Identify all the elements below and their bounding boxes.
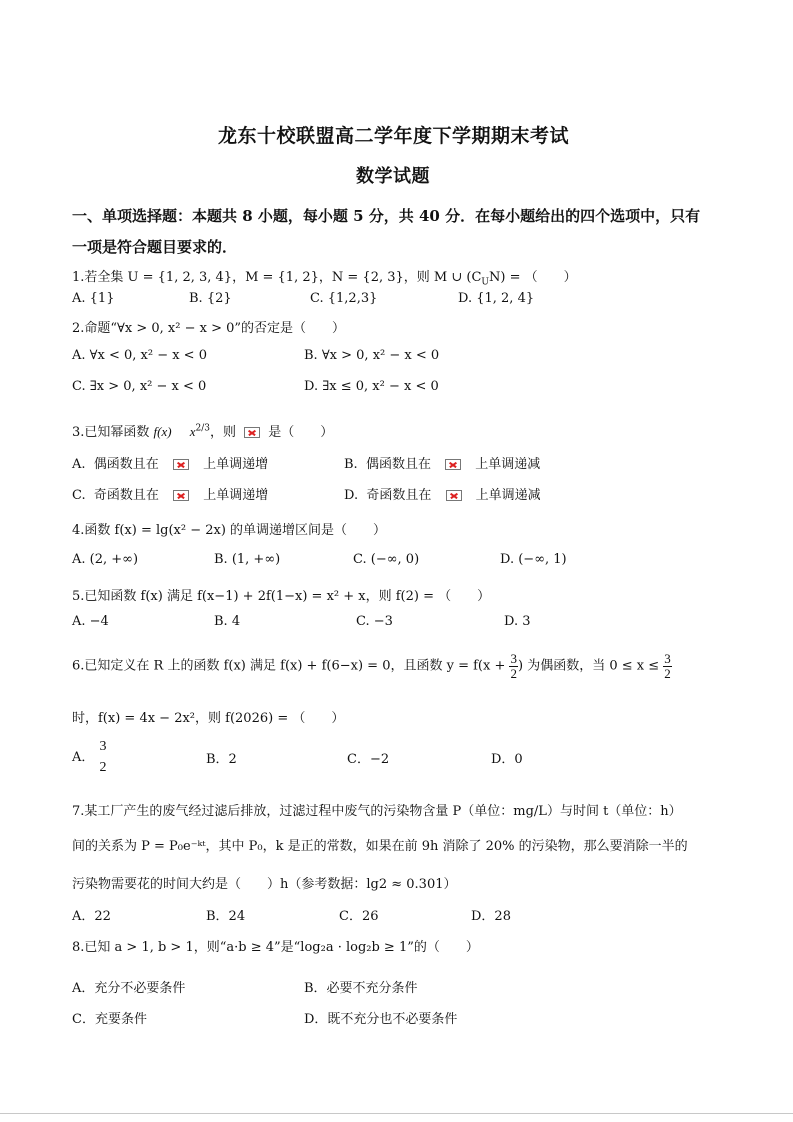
question-5: 5.已知函数 f(x) 满足 f(x−1) + 2f(1−x) = x² + x，则 f(2) = （ ）: [72, 589, 491, 604]
broken-image-icon: [446, 490, 462, 501]
q1-tail: N) = （ ）: [488, 270, 577, 285]
q3-mid: ，则: [210, 425, 237, 440]
q1-sub: U: [481, 277, 489, 288]
q6-a-den: 2: [99, 759, 107, 775]
q7-option-d: D．28: [471, 909, 511, 924]
q3-a-post: 上单调递增: [203, 457, 269, 472]
q6-option-a: [72, 740, 108, 775]
q7-option-a: A．22: [72, 909, 111, 924]
q3-b-label: B.: [344, 457, 358, 472]
q3-b-post: 上单调递减: [475, 457, 541, 472]
q1-option-b: B. {2}: [189, 291, 232, 306]
q4-option-a: A. (2, +∞): [72, 552, 139, 567]
q3-c-pre: 奇函数且在: [93, 488, 159, 503]
q5-option-a: A. −4: [72, 614, 109, 629]
q2-option-b: B. ∀x > 0, x² − x < 0: [304, 348, 440, 363]
q6-a-num: 3: [99, 739, 107, 754]
q2-option-d: D. ∃x ≤ 0, x² − x < 0: [304, 379, 439, 394]
q7-option-c: C．26: [339, 909, 379, 924]
question-4: 4.函数 f(x) = lg(x² − 2x) 的单调递增区间是（ ）: [72, 523, 387, 538]
page-bottom-rule: [0, 1113, 793, 1114]
q8-option-c: C．充要条件: [72, 1012, 147, 1027]
q3-d-pre: 奇函数且在: [366, 488, 432, 503]
q1-option-d: D. {1, 2, 4}: [458, 291, 535, 306]
broken-image-icon: [173, 459, 189, 470]
question-1: [72, 266, 577, 288]
q6-frac2-den: 2: [664, 665, 671, 681]
q4-option-b: B. (1, +∞): [214, 552, 281, 567]
q6-option-d: D．0: [491, 752, 523, 767]
q3-func: f(x): [153, 424, 172, 439]
q3-option-a: [72, 453, 268, 472]
question-6-line2: 时，f(x) = 4x − 2x²，则 f(2026) = （ ）: [72, 711, 345, 726]
q8-option-b: B．必要不充分条件: [304, 981, 418, 996]
q4-option-d: D. (−∞, 1): [500, 552, 567, 567]
q3-option-b: [344, 453, 540, 472]
section-heading: 一、单项选择题：本题共 8 小题，每小题 5 分，共 40 分．在每小题给出的四个选项中，只有: [72, 207, 701, 225]
q1-text: 1.若全集 U = {1, 2, 3, 4}，M = {1, 2}，N = {2, 3}，则 M ∪ (C: [72, 270, 482, 285]
q6-option-c: C．−2: [347, 752, 390, 767]
q6-option-b: B．2: [206, 752, 237, 767]
q6-arg: (x +: [477, 658, 510, 674]
q6-line1: 6.已知定义在 R 上的函数 f(x) 满足 f(x) + f(6−x) = 0，且函数 y = f: [72, 658, 478, 674]
q8-option-d: D．既不充分也不必要条件: [304, 1012, 458, 1027]
question-7-line2: 间的关系为 P = P₀e⁻ᵏᵗ，其中 P₀，k 是正的常数，如果在前 9h 消除了 20% 的污染物，那么要消除一半的: [72, 839, 688, 854]
q1-option-c: C. {1,2,3}: [310, 291, 378, 306]
q3-sup: 2/3: [195, 423, 210, 434]
question-3: [72, 421, 333, 440]
q6-a-fraction: [99, 740, 108, 775]
q3-prefix: 3.已知幂函数: [72, 425, 150, 440]
q7-option-b: B．24: [206, 909, 246, 924]
broken-image-icon: [445, 459, 461, 470]
question-8: 8.已知 a > 1, b > 1，则“a·b ≥ 4”是“log₂a · log₂b ≥ 1”的（ ）: [72, 940, 479, 955]
q3-option-d: [344, 484, 541, 503]
q3-b-pre: 偶函数且在: [365, 457, 431, 472]
q5-option-b: B. 4: [214, 614, 241, 629]
q3-c-label: C.: [72, 488, 86, 503]
q2-option-c: C. ∃x > 0, x² − x < 0: [72, 379, 207, 394]
q3-a-label: A.: [72, 457, 86, 472]
q3-expo: x: [189, 424, 196, 439]
q3-d-label: D.: [344, 488, 359, 503]
q3-tail: 是（ ）: [268, 425, 334, 440]
q2-option-a: A. ∀x < 0, x² − x < 0: [72, 348, 207, 363]
q8-option-a: A．充分不必要条件: [72, 981, 186, 996]
question-2: 2.命题“∀x > 0, x² − x > 0”的否定是（ ）: [72, 321, 346, 336]
q6-frac2-num: 3: [664, 651, 671, 666]
question-6: [72, 652, 672, 680]
broken-image-icon: [244, 427, 260, 438]
page-title: 龙东十校联盟高二学年度下学期期末考试: [218, 125, 570, 147]
question-7: 7.某工厂产生的废气经过滤后排放，过滤过程中废气的污染物含量 P（单位：mg/L）与时间 t（单位：h）: [72, 804, 682, 819]
q3-c-post: 上单调递增: [203, 488, 269, 503]
q6-mid: ) 为偶函数，当 0 ≤ x ≤: [517, 658, 660, 674]
section-heading-cont: 一项是符合题目要求的．: [72, 238, 238, 256]
q3-a-pre: 偶函数且在: [93, 457, 159, 472]
q6-a-label: A．: [72, 750, 95, 766]
page-subtitle: 数学试题: [356, 166, 430, 187]
question-7-line3: 污染物需要花的时间大约是（ ）h（参考数据：lg2 ≈ 0.301）: [72, 877, 457, 892]
q1-option-a: A. {1}: [72, 291, 115, 306]
q6-fraction: [509, 652, 518, 680]
q5-option-c: C. −3: [356, 614, 393, 629]
q5-option-d: D. 3: [504, 614, 531, 629]
q6-frac-num: 3: [510, 651, 517, 666]
broken-image-icon: [173, 490, 189, 501]
q3-option-c: [72, 484, 268, 503]
q6-fraction-2: [663, 652, 672, 680]
q3-d-post: 上单调递减: [475, 488, 541, 503]
q4-option-c: C. (−∞, 0): [353, 552, 420, 567]
q6-frac-den: 2: [510, 665, 517, 681]
